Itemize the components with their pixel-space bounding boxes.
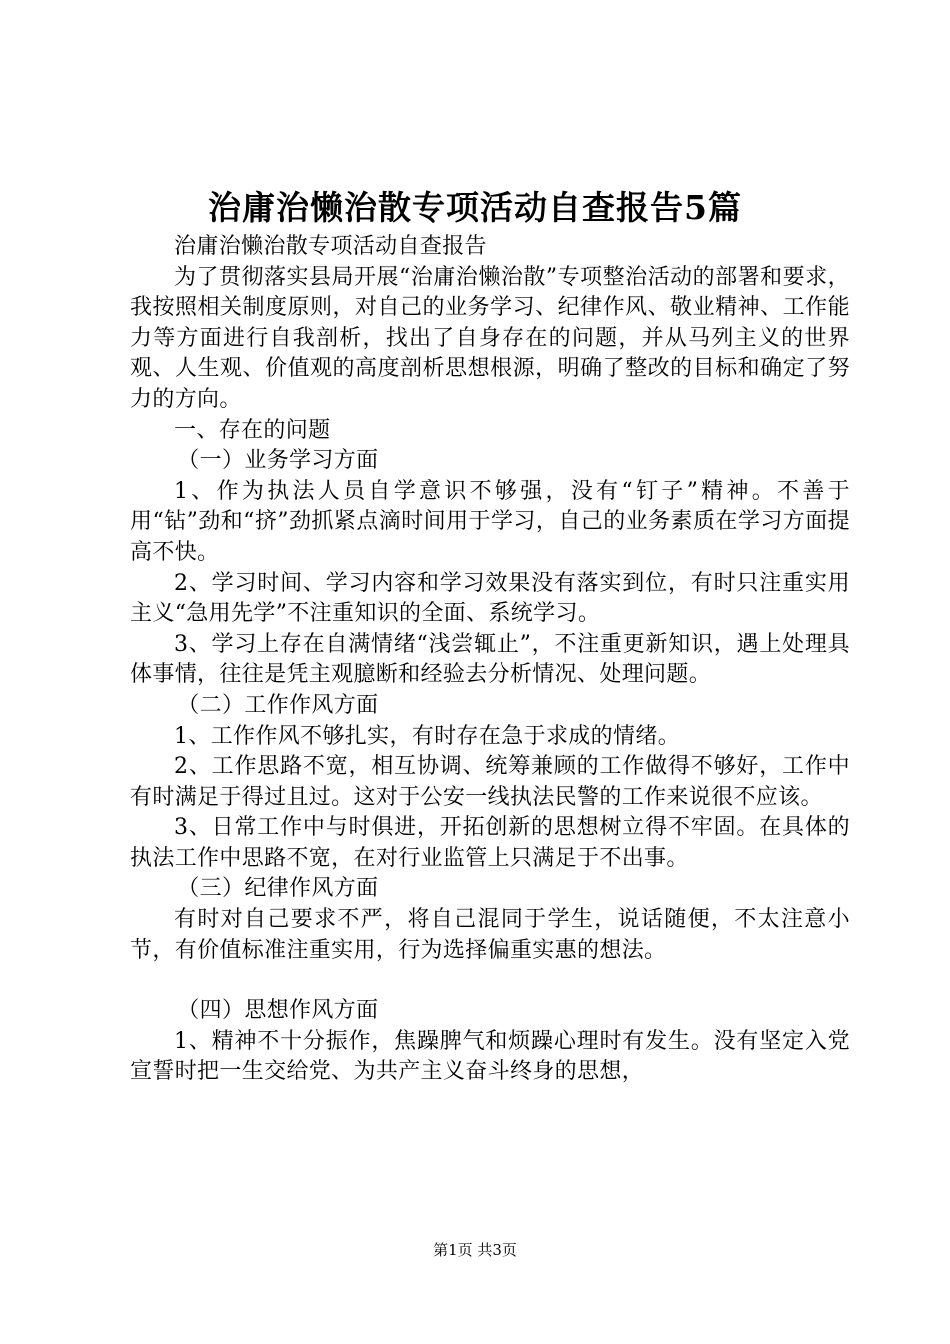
subsection-heading-study: （一）业务学习方面 (177, 448, 379, 474)
intro-paragraph: 为了贯彻落实县局开展“治庸治懒治散”专项整治活动的部署和要求，我按照相关制度原则，对自己的业务学习、纪律作风、敬业精神、工作能力等方面进行自我剖析，找出了自身存在的问题，并从马列主义的世界观、人生观、价值观的高度剖析思想根源，明确了整改的目标和确定了努力的方向。 (130, 264, 850, 412)
paragraph-study-1: 1、作为执法人员自学意识不够强，没有“钉子”精神。不善于用“钻”劲和“挤”劲抓紧点滴时间用于学习，自己的业务素质在学习方面提高不快。 (130, 478, 850, 565)
paragraph-study-2: 2、学习时间、学习内容和学习效果没有落实到位，有时只注重实用主义“急用先学”不注重知识的全面、系统学习。 (130, 570, 850, 627)
paragraph-work-2: 2、工作思路不宽，相互协调、统筹兼顾的工作做得不够好，工作中有时满足于得过且过。这对于公安一线执法民警的工作来说很不应该。 (130, 754, 850, 810)
document-title: 治庸治懒治散专项活动自查报告5篇 (208, 188, 742, 227)
subsection-heading-discipline: （三）纪律作风方面 (177, 876, 379, 902)
paragraph-study-3: 3、学习上存在自满情绪“浅尝辄止”，不注重更新知识，遇上处理具体事情，往往是凭主观臆断和经验去分析情况、处理问题。 (130, 631, 850, 688)
paragraph-work-3: 3、日常工作中与时俱进，开拓创新的思想树立得不牢固。在具体的执法工作中思路不宽，在对行业监管上只满足于不出事。 (130, 815, 850, 871)
document-body (130, 232, 850, 1088)
subsection-heading-work-style: （二）工作作风方面 (177, 692, 379, 718)
report-subtitle: 治庸治懒治散专项活动自查报告 (174, 234, 487, 259)
paragraph-discipline: 有时对自己要求不严，将自己混同于学生，说话随便，不太注意小节，有价值标准注重实用，行为选择偏重实惠的想法。 (130, 907, 850, 963)
paragraph-work-1: 1、工作作风不够扎实，有时存在急于求成的情绪。 (174, 723, 681, 749)
subsection-heading-ideology: （四）思想作风方面 (177, 998, 379, 1024)
paragraph-ideology-1: 1、精神不十分振作，焦躁脾气和烦躁心理时有发生。没有坚定入党宣誓时把一生交给党、为共产主义奋斗终身的思想， (130, 1028, 850, 1085)
section-heading-problems: 一、存在的问题 (174, 417, 331, 443)
page-number: 第1页 共3页 (433, 1241, 517, 1259)
